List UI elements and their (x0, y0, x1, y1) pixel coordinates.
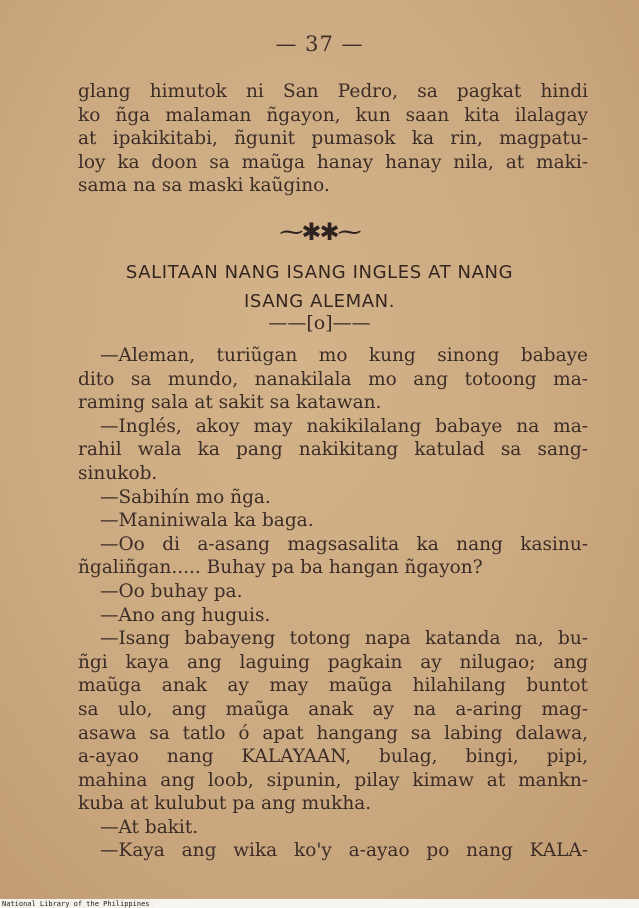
heading-line-1: SALITAAN NANG ISANG INGLES AT NANG (125, 262, 514, 283)
dialogue-line: —Ano ang huguis. (100, 604, 271, 626)
dialogue-line: —Inglés, akoy may nakikilalang babaye na ma- (100, 415, 588, 437)
section-heading (60, 258, 579, 316)
dialogue-line: asawa sa tatlo ó apat hangang sa labing dalawa, (78, 722, 588, 744)
dialogue-line: ñgaliñgan..... Buhay pa ba hangan ñgayon? (78, 557, 483, 579)
dialogue-line: sa ulo, ang maũga anak ay na a-aring mag- (78, 698, 588, 720)
dialogue-line: rahil wala ka pang nakikitang katulad sa sang- (78, 439, 588, 461)
top-paragraph (78, 80, 588, 198)
dialogue-line: —Isang babayeng totong napa katanda na, bu- (100, 628, 588, 650)
dialogue-line: raming sala at sakit sa katawan. (78, 392, 382, 414)
dialogue-block (78, 344, 588, 863)
dialogue-line: dito sa mundo, nanakilala mo ang totoong ma- (78, 368, 588, 390)
dialogue-line: kuba at kulubut pa ang mukha. (78, 793, 372, 815)
dialogue-line: sinukob. (78, 462, 158, 484)
dialogue-line: —Aleman, turiũgan mo kung sinong babaye (100, 345, 588, 366)
text-line: sama na sa maski kaũgino. (78, 175, 330, 197)
dialogue-line: —Oo buhay pa. (100, 580, 243, 602)
dialogue-line: —Maniniwala ka baga. (100, 510, 314, 532)
page-number: — 37 — (275, 32, 364, 56)
ornament-icon: ⁓✱✱⁓ (279, 218, 360, 246)
heading-line-2: ISANG ALEMAN. (243, 291, 396, 312)
library-credit: National Library of the Philippines (2, 900, 154, 908)
section-divider: ——[o]—— (268, 312, 371, 334)
dialogue-line: —At bakit. (100, 816, 199, 838)
dialogue-line: ñgi kaya ang laguing pagkain ay nilugao; ang (78, 651, 588, 673)
text-line: ko ñga malaman ñgayon, kun saan kita ilalagay (78, 104, 588, 126)
dialogue-line: maũga anak ay may maũga hilahilang buntot (78, 675, 588, 697)
dialogue-line: a-ayao nang KALAYAAN, bulag, bingi, pipi, (78, 746, 588, 768)
dialogue-line: —Sabihín mo ñga. (100, 486, 271, 508)
dialogue-line: mahina ang loob, sipunin, pilay kimaw at mankn- (78, 769, 588, 791)
text-line: glang himutok ni San Pedro, sa pagkat hindi (78, 81, 588, 102)
dialogue-line: —Oo di a-asang magsasalita ka nang kasinu- (100, 533, 588, 555)
text-line: at ipakikitabi, ñgunit pumasok ka rin, magpatu- (78, 128, 588, 150)
dialogue-line: —Kaya ang wika ko'y a-ayao po nang KALA- (100, 840, 588, 862)
text-line: loy ka doon sa maũga hanay hanay nila, at maki- (78, 151, 588, 173)
